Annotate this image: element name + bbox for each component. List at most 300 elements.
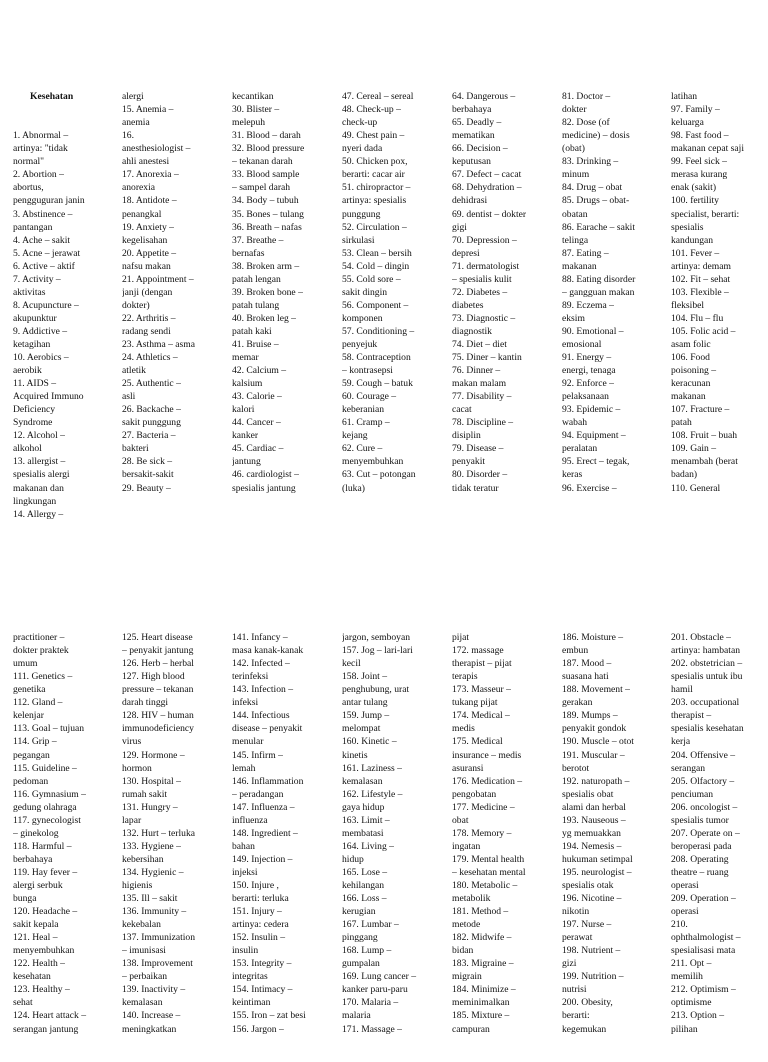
glossary-line: keberanian [342,404,385,416]
glossary-line: Deficiency [13,404,56,416]
glossary-line: 23. Asthma – asma [122,338,196,350]
glossary-line: 30. Blister – [232,104,280,116]
glossary-line: keintiman [232,997,271,1009]
glossary-line: 155. Iron – zat besi [232,1010,306,1022]
glossary-line: 156. Jargon – [232,1023,284,1035]
glossary-line: disease – penyakit [232,723,303,735]
glossary-line: artinya: "tidak [13,143,68,155]
document-heading: Kesehatan [30,91,74,103]
glossary-line: 39. Broken bone – [232,286,303,298]
glossary-line: hormon [122,762,152,774]
glossary-line: 11. AIDS – [13,378,57,390]
glossary-line: 35. Bones – tulang [232,208,304,220]
glossary-line: 95. Erect – tegak, [562,456,630,468]
glossary-line: 175. Medical [452,736,503,748]
glossary-line: 92. Enforce – [562,378,614,390]
glossary-line: 12. Alcohol – [13,430,65,442]
glossary-line: 182. Midwife – [452,932,512,944]
glossary-line: tukang pijat [452,697,498,709]
glossary-line: 137. Immunization [122,932,196,944]
glossary-line: jantung [232,456,261,468]
glossary-line: (luka) [342,482,365,494]
glossary-line: kemalasan [122,997,163,1009]
glossary-line: memilih [671,971,703,983]
glossary-line: spesialis tumor [671,814,729,826]
glossary-line: menyembuhkan [342,456,404,468]
glossary-line: wabah [562,417,588,429]
glossary-line: 80. Disorder – [452,469,508,481]
glossary-line: 202. obstetrician – [671,658,743,670]
glossary-line: 18. Antidote – [122,195,177,207]
glossary-line: kemalasan [342,775,383,787]
glossary-line: 111. Genetics – [13,671,73,683]
glossary-line: masa kanak-kanak [232,645,304,657]
glossary-line: 161. Laziness – [342,762,402,774]
glossary-line: 4. Ache – sakit [13,234,71,246]
column-lines [452,90,558,494]
glossary-line: 77. Disability – [452,391,512,403]
glossary-line: 115. Guideline – [13,762,77,774]
glossary-line: 6. Active – aktif [13,260,75,272]
glossary-line: – spesialis kulit [452,273,512,285]
glossary-line: pijat [452,632,470,644]
glossary-line: 134. Hygienic – [122,866,184,878]
glossary-line: 19. Anxiety – [122,221,174,233]
glossary-line: 173. Masseur – [452,684,511,696]
glossary-line: artinya: cedera [232,919,289,931]
glossary-line: serangan [671,762,706,774]
glossary-line: 78. Discipline – [452,417,514,429]
glossary-line: spesialis alergi [13,469,70,481]
glossary-line: 153. Integrity – [232,958,292,970]
glossary-line: radang sendi [122,325,171,337]
column-lines [232,90,338,494]
glossary-line: 113. Goal – tujuan [13,723,85,735]
glossary-line: ketagihan [13,338,51,350]
glossary-line: Syndrome [13,417,53,429]
glossary-line: kehilangan [342,879,385,891]
glossary-line: 90. Emotional – [562,325,624,337]
glossary-line: kerugian [342,906,376,918]
glossary-line: nutrisi [562,984,587,996]
glossary-line: menambah (berat [671,456,738,468]
glossary-line: berbahaya [452,104,492,116]
glossary-line: 211. Opt – [671,958,712,970]
glossary-line: bunga [13,893,37,905]
glossary-line: penghubung, urat [342,684,410,696]
glossary-line: 196. Nicotine – [562,893,622,905]
glossary-line: suasana hati [562,671,609,683]
glossary-line: makanan cepat saji [671,143,744,155]
glossary-line: antar tulang [342,697,388,709]
glossary-line: patah lengan [232,273,281,285]
glossary-line: 159. Jump – [342,710,390,722]
glossary-line: aktivitas [13,286,46,298]
glossary-line: membatasi [342,827,384,839]
glossary-line: keracunan [671,378,711,390]
glossary-line: 102. Fit – sehat [671,273,731,285]
glossary-line: 60. Courage – [342,391,397,403]
glossary-line: (obat) [562,143,585,155]
glossary-line: 141. Infancy – [232,632,288,644]
glossary-line: akupunktur [13,312,57,324]
glossary-line: kegelisahan [122,234,168,246]
glossary-line: menyembuhkan [13,945,75,957]
glossary-line: dokter [562,104,587,116]
glossary-line: 37. Breathe – [232,234,284,246]
glossary-line: 180. Metabolic – [452,879,518,891]
glossary-line: telinga [562,234,589,246]
glossary-line: umum [13,658,38,670]
glossary-line: 63. Cut – potongan [342,469,416,481]
glossary-line: 183. Migraine – [452,958,514,970]
text-column [452,605,558,1062]
column-lines [671,631,768,1035]
glossary-line: berarti: terluka [232,893,289,905]
glossary-line: 136. Immunity – [122,906,187,918]
glossary-line: 87. Eating – [562,247,609,259]
glossary-line: kinetis [342,749,368,761]
glossary-line: hamil [671,684,693,696]
glossary-line: 162. Lifestyle – [342,788,403,800]
glossary-line: 9. Addictive – [13,325,68,337]
glossary-line: 15. Anemia – [122,104,174,116]
glossary-line: kesehatan [13,971,51,983]
glossary-line: 83. Drinking – [562,156,619,168]
glossary-line: 179. Mental health [452,853,525,865]
glossary-line: – imunisasi [122,945,166,957]
glossary-line: makan malam [452,378,507,390]
glossary-line: 45. Cardiac – [232,443,284,455]
glossary-line: 208. Operating [671,853,729,865]
glossary-line: 68. Dehydration – [452,182,522,194]
glossary-line: mematikan [452,130,495,142]
glossary-line: kandungan [671,234,714,246]
glossary-line: 209. Operation – [671,893,736,905]
glossary-line: pilihan [671,1023,698,1035]
glossary-line: penyejuk [342,338,378,350]
glossary-line: anorexia [122,182,156,194]
glossary-line: 54. Cold – dingin [342,260,410,272]
glossary-line: 144. Infectious [232,710,290,722]
glossary-line: immunodeficiency [122,723,194,735]
glossary-line: 44. Cancer – [232,417,281,429]
glossary-line: insulin [232,945,259,957]
glossary-line: pengguguran janin [13,195,85,207]
glossary-line: 43. Calorie – [232,391,282,403]
glossary-line: bidan [452,945,474,957]
text-column [671,64,768,521]
glossary-line: 25. Authentic – [122,378,181,390]
glossary-line: 119. Hay fever – [13,866,78,878]
glossary-line: terapis [452,671,478,683]
glossary-line: kegemukan [562,1023,607,1035]
glossary-line: 96. Exercise – [562,482,617,494]
glossary-line: – kontrasepsi [342,365,393,377]
column-lines [342,90,448,494]
glossary-line: 201. Obstacle – [671,632,731,644]
glossary-line: 13. allergist – [13,456,66,468]
glossary-line: malaria [342,1010,371,1022]
glossary-line: asli [122,391,136,403]
glossary-line: pelaksanaan [562,391,609,403]
glossary-line: abortus, [13,182,44,194]
glossary-line: 17. Anorexia – [122,169,179,181]
glossary-line: 143. Infection – [232,684,294,696]
glossary-line: 55. Cold sore – [342,273,401,285]
glossary-line: 71. dermatologist [452,260,520,272]
glossary-line: lemah [232,762,256,774]
glossary-line: 38. Broken arm – [232,260,300,272]
glossary-line: – ginekolog [13,827,59,839]
glossary-line: 67. Defect – cacat [452,169,522,181]
glossary-line: 150. Injure , [232,879,279,891]
glossary-line: 163. Limit – [342,814,390,826]
glossary-line: 194. Nemesis – [562,840,622,852]
glossary-line: 213. Option – [671,1010,725,1022]
glossary-line: anemia [122,117,150,129]
glossary-line: kalsium [232,378,263,390]
glossary-line: anesthesiologist – [122,143,191,155]
glossary-line: pengobatan [452,788,497,800]
glossary-line: 74. Diet – diet [452,338,507,350]
glossary-line: bernafas [232,247,265,259]
glossary-line: cacat [452,404,472,416]
glossary-line: 168. Lump – [342,945,392,957]
glossary-line: 109. Gain – [671,443,717,455]
glossary-line: 33. Blood sample [232,169,300,181]
glossary-line: 81. Doctor – [562,91,611,103]
glossary-line: hukuman setimpal [562,853,633,865]
glossary-line: 152. Insulin – [232,932,286,944]
glossary-line: 84. Drug – obat [562,182,623,194]
glossary-line: kalori [232,404,255,416]
glossary-line: 21. Appointment – [122,273,194,285]
glossary-line: 203. occupational [671,697,740,709]
glossary-line: keluarga [671,117,704,129]
glossary-line: spesialis otak [562,879,614,891]
glossary-line: 10. Aerobics – [13,352,69,364]
glossary-line: 123. Healthy – [13,984,70,996]
glossary-line: 107. Fracture – [671,404,730,416]
glossary-line: sakit kepala [13,919,59,931]
glossary-line: 26. Backache – [122,404,181,416]
glossary-line: artinya: hambatan [671,645,740,657]
glossary-line: emosional [562,338,602,350]
glossary-line: 135. Ill – sakit [122,893,178,905]
glossary-line: 121. Heal – [13,932,58,944]
glossary-line: 129. Hormone – [122,749,185,761]
glossary-line: – kesehatan mental [452,866,526,878]
glossary-line: pedoman [13,775,49,787]
glossary-line: 212. Optimism – [671,984,736,996]
glossary-line: 47. Cereal – sereal [342,91,414,103]
glossary-line: penangkal [122,208,162,220]
glossary-line: 79. Disease – [452,443,504,455]
glossary-line: kelenjar [13,710,44,722]
glossary-line: asam folic [671,338,711,350]
glossary-line: berarti: [562,1010,590,1022]
glossary-line: campuran [452,1023,490,1035]
glossary-line: spesialisasi mata [671,945,736,957]
glossary-line: 174. Medical – [452,710,510,722]
glossary-line: yg memuakkan [562,827,621,839]
glossary-line: 40. Broken leg – [232,312,296,324]
glossary-line: 101. Fever – [671,247,720,259]
glossary-line: penyakit gondok [562,723,627,735]
glossary-line: 189. Mumps – [562,710,618,722]
glossary-line: 75. Diner – kantin [452,352,522,364]
glossary-line: operasi [671,906,699,918]
glossary-line: spesialis obat [562,788,614,800]
glossary-line: keras [562,469,583,481]
glossary-line: 97. Family – [671,104,720,116]
glossary-line: 198. Nutrient – [562,945,621,957]
glossary-line: 98. Fast food – [671,130,729,142]
glossary-line: specialist, berarti: [671,208,740,220]
glossary-line: 57. Conditioning – [342,325,415,337]
glossary-line: spesialis kesehatan [671,723,744,735]
glossary-line: metabolik [452,893,491,905]
glossary-line: 8. Acupuncture – [13,299,79,311]
glossary-line: ingatan [452,840,481,852]
glossary-line: 34. Body – tubuh [232,195,299,207]
glossary-line: dokter) [122,299,150,311]
glossary-line: practitioner – [13,632,65,644]
glossary-line: 147. Influenza – [232,801,295,813]
glossary-line: gerakan [562,697,593,709]
glossary-line: tidak teratur [452,482,499,494]
glossary-line: theatre – ruang [671,866,729,878]
glossary-line: alkohol [13,443,42,455]
glossary-line: 149. Injection – [232,853,293,865]
glossary-line: 133. Hygiene – [122,840,181,852]
column-lines [342,631,448,1035]
glossary-line: merasa kurang [671,169,728,181]
glossary-line: 86. Earache – sakit [562,221,635,233]
glossary-line: 103. Flexible – [671,286,729,298]
glossary-line: 197. Nurse – [562,919,612,931]
glossary-line: 151. Injury – [232,906,282,918]
glossary-line: spesialis jantung [232,482,296,494]
column-lines [13,631,119,1035]
glossary-line: 120. Headache – [13,906,78,918]
glossary-line: 29. Beauty – [122,482,171,494]
glossary-line: – gangguan makan [562,286,635,298]
glossary-line: 148. Ingredient – [232,827,298,839]
glossary-line: 166. Loss – [342,893,387,905]
glossary-line: 5. Acne – jerawat [13,247,81,259]
glossary-line: diagnostik [452,325,492,337]
glossary-line: 48. Check-up – [342,104,401,116]
glossary-line: higienis [122,879,153,891]
glossary-line: 118. Harmful – [13,840,72,852]
glossary-line: meminimalkan [452,997,510,1009]
glossary-line: pinggang [342,932,378,944]
glossary-line: 66. Decision – [452,143,508,155]
glossary-line: peralatan [562,443,598,455]
glossary-line: latihan [671,91,698,103]
text-column [122,64,226,521]
glossary-line: nikotin [562,906,590,918]
glossary-line: 106. Food [671,352,710,364]
glossary-line: kanker [232,430,259,442]
glossary-line: berarti: cacar air [342,169,405,181]
glossary-line: depresi [452,247,480,259]
glossary-line: 104. Flu – flu [671,312,724,324]
glossary-line: 22. Arthritis – [122,312,176,324]
glossary-line: – penyakit jantung [122,645,194,657]
glossary-line: 138. Improvement [122,958,193,970]
glossary-line: infeksi [232,697,259,709]
glossary-line: influenza [232,814,268,826]
glossary-line: 16. [122,130,134,142]
glossary-line: embun [562,645,589,657]
glossary-line: gizi [562,958,577,970]
glossary-line: makanan dan [13,482,64,494]
column-lines [452,631,558,1035]
glossary-line: keputusan [452,156,491,168]
glossary-line: 58. Contraception [342,352,411,364]
glossary-line: patah tulang [232,299,280,311]
glossary-line: obatan [562,208,588,220]
glossary-line: 193. Nauseous – [562,814,626,826]
glossary-line: berbahaya [13,853,53,865]
glossary-line: operasi [671,879,699,891]
glossary-line: enak (sakit) [671,182,717,194]
glossary-line: gedung olahraga [13,801,77,813]
glossary-line: 114. Grip – [13,736,57,748]
glossary-line: memar [232,352,259,364]
glossary-line: 50. Chicken pox, [342,156,408,168]
glossary-line: 31. Blood – darah [232,130,301,142]
glossary-line: 65. Deadly – [452,117,502,129]
glossary-line: 195. neurologist – [562,866,632,878]
text-column [13,605,119,1062]
glossary-line: berotot [562,762,590,774]
glossary-line: 205. Olfactory – [671,775,735,787]
glossary-line: patah kaki [232,325,272,337]
glossary-line: alergi serbuk [13,879,63,891]
glossary-line: spesialis untuk ibu [671,671,743,683]
glossary-line: bersakit-sakit [122,469,174,481]
glossary-line: 112. Gland – [13,697,63,709]
glossary-line: kecantikan [232,91,274,103]
glossary-line: 36. Breath – nafas [232,221,302,233]
glossary-line: 64. Dangerous – [452,91,516,103]
glossary-line: nafsu makan [122,260,171,272]
glossary-line: meningkatkan [122,1023,177,1035]
glossary-line: 167. Lumbar – [342,919,399,931]
glossary-line: 53. Clean – bersih [342,247,412,259]
glossary-line: energi, tenaga [562,365,616,377]
glossary-line: 88. Eating disorder [562,273,636,285]
text-column [122,605,228,1062]
glossary-line: melepuh [232,117,266,129]
glossary-line: nyeri dada [342,143,383,155]
column-lines [13,129,117,520]
glossary-line: 191. Muscular – [562,749,625,761]
glossary-line: 171. Massage – [342,1023,402,1035]
glossary-line: gumpalan [342,958,380,970]
glossary-line: sakit punggung [122,417,181,429]
glossary-line: terinfeksi [232,671,269,683]
glossary-line: pantangan [13,221,53,233]
glossary-line: 20. Appetite – [122,247,177,259]
glossary-line: pegangan [13,749,50,761]
column-lines [562,631,666,1035]
glossary-line: 157. Jog – lari-lari [342,645,413,657]
